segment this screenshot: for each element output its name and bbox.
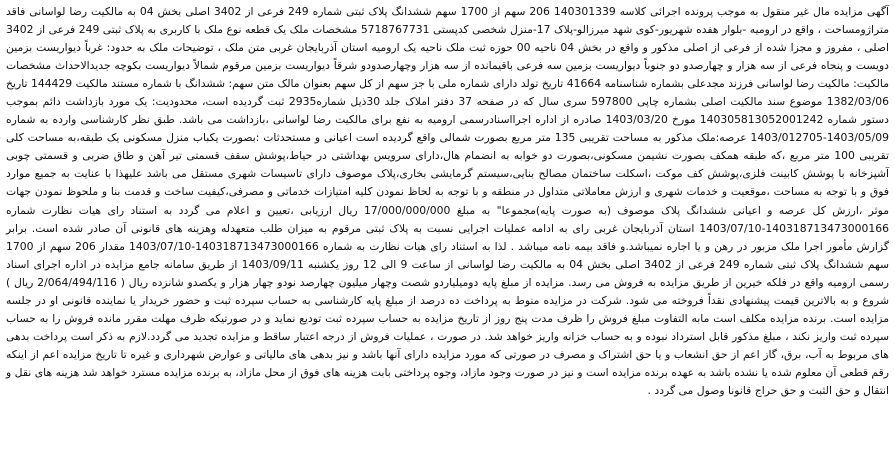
auction-notice-text: آگهی مزایده مال غیر منقول به موجب پرونده اجرائی کلاسه 140301339 206 سهم از 1700 سهم ششدانگ پلاک ثبتی شماره 249 فرعی از 3402 اصلی بخش 04 به مالکیت رضا لواسانی فاقد متراژومساحت ، واقع در ارومیه -بلوار هفده شهریور-کوی شهد میرزالو-پلاک 17-منزل شخصی کدپستی 5718767731 مشخصات ملک یک قطعه نوع ملک با کاربری به پلاک ثبتی 249 فرعی از 3402 اصلی ، مفروز و مجزا شده از فرعی از اصلی مذکور و واقع در بخش 04 ناحیه 00 حوزه ثبت ملک ناحیه یک ارومیه استان آذربایجان غربی متن ملک ، توضیحات ملک به حدود: غرباً دیواریست بزمین دویست و پنجاه فرعی از سه هزار و چهارصدو دو جنوباً دیواریست بزمین سه فرعی باقیمانده از سه هزار وچهارصدودو شرقاً دیواریست بزمین مرقوم شمالاً دیواریست بکوچه جدیدالاحداث مشخصات مالکیت: مالکیت رضا لواسانی فرزند مجدعلی بشماره شناسنامه 41664 تاریخ تولد دارای شماره ملی با جز سهم از کل سهم بعنوان مالک متن سهم: ششدانگ با شماره مستند مالکیت 144429 تاریخ 1382/03/06 موضوع سند مالکیت اصلی بشماره چاپی 597800 سری سال که در صفحه 37 دفتر املاک جلد 30ذیل شماره2935 ثبت گردیده است، محدودیت: یک مورد بازداشت دائم بموجب دستور شماره 140305813052001242 مورخ 1403/03/20 صادره از اداره اجرااسنادرسمی ارومیه به نفع برای مالکیت رضا لواسانی ،بازداشت می باشد. طبق نظر کارشناسی وارده به شماره 1403/05/09-1403/012705 عرصه:ملک مذکور به مساحت تقریبی 135 متر مربع بصورت شمالی واقع گردیده است اعیانی و مستحدثات :بصورت یکباب منزل مسکونی یک طبقه،به مساحت کلی تقریبی 100 متر مربع ،که طبقه همکف بصورت نشیمن مسکونی،بصورت دو خوابه به انضمام هال،دارای سرویس بهداشتی در حیاط،پوشش سقف قسمتی تیر آهن و طاق ضربی و قسمتی چوبی آشپزخانه با پوشش کابینت فلزی،پوشش کف موکت ،اسکلت ساختمان مصالح بنایی،سیستم گرمایشی بخاری،پلاک موصوف دارای تاسیسات شهری مستقل می باشد علیهذا با عنایت به جمیع موارد فوق و با توجه به مساحت ،موقعیت و خدمات شهری و ارزش معاملاتی متداول در منطقه و با توجه به لحاظ نمودن کلیه امتیازات خدماتی و مصرفی،کیفیت ساخت و قدمت بنا و ملحوظ نمودن جهات موثر ،ارزش کل عرصه و اعیانی ششدانگ پلاک موصوف (به صورت پایه)مجموعا" به مبلغ 17/000/000/000 ریال ارزیابی ،تعیین و اعلام می گردد به استناد رای هیات نظارت شماره 140318713473000166-1403/07/10 استان آذربایجان غربی رای به ادامه عملیات اجرایی نسبت به پلاک ثبتی مرقوم به میزان طلب متعهدله وهزینه های قانونی آن صادر شده است. برابر گزارش مأمور اجرا ملک مزبور در رهن و یا اجاره نمیباشد.و فاقد بیمه نامه میباشد . لذا به استناد رای هیات نظارت به شماره 140318713473000166-1403/07/10 مقدار 206 سهم از 1700 سهم ششدانگ پلاک ثبتی شماره 249 فرعی از 3402 اصلی بخش 04 به مالکیت رضا لواسانی از ساعت 9 الی 12 روز یکشنبه 1403/09/11 از طریق سامانه جامع مزایده در اداره اجرای اسناد رسمی ارومیه واقع در فلکه خیرین از طریق مزایده به فروش می رسد. مزایده از مبلغ پایه دومیلیاردو شصت وچهار میلیون چهارصد نودو چهار هزار و یکصدو شانزده ریال ( 2/064/494/116 ریال ) شروع و به بالاترین قیمت پیشنهادی نقداً فروخته می شود. شرکت در مزایده منوط به پرداخت ده درصد از مبلغ پایه کارشناسی به حساب سپرده ثبت و حضور خریدار یا نماینده قانونی او در جلسه مزایده است. برنده مزایده مکلف است مابه التفاوت مبلغ فروش را ظرف مدت پنج روز از تاریخ مزایده به حساب سپرده ثبت تودیع نماید و در صورتیکه ظرف مهلت مقرر مانده فروش را به حساب سپرده ثبت واریز نکند ، مبلغ مذکور قابل استرداد نبوده و به حساب خزانه واریز خواهد شد. در صورت ، عملیات فروش از درجه اعتبار ساقط و مزایده تجدید می گردد.لازم به ذکر است پرداخت بدهی های مربوط به آب، برق، گاز اعم از حق انشعاب و یا حق اشتراک و مصرف در صورتی که مورد مزایده دارای آنها باشد و نیز بدهی های مالیاتی و عوارض شهرداری و غیره تا تاریخ مزایده اعم از اینکه رقم قطعی آن معلوم شده یا نشده باشد به عهده برنده مزایده است و نیز در صورت وجود مازاد، وجوه پرداختی بابت هزینه های فوق از محل مازاد، به برنده مزایده مسترد خواهد شد هزینه های نقل و انتقال و حق الثبت و حق حراج قانونا وصول می گردد . bbox=[6, 5, 890, 397]
